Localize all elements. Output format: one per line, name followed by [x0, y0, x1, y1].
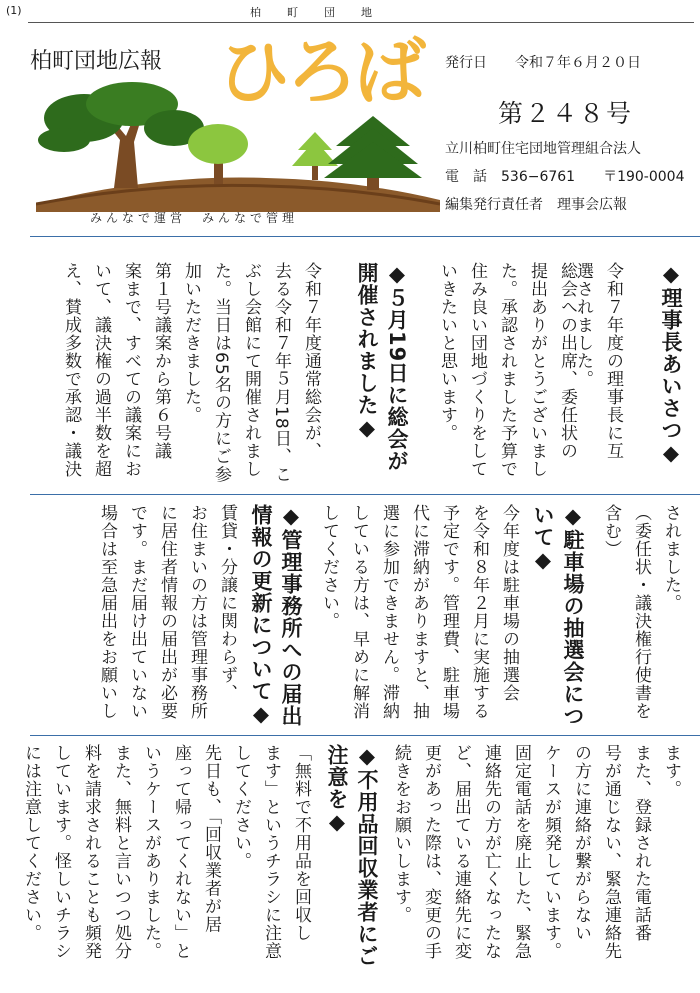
- editor-line: 編集発行責任者 理事会広報: [445, 197, 627, 213]
- chair-greeting-body: 総会への出席、委任状の 提出ありがとうございまし た。承認されました予算で 住み良い団地づくりをして いきたいと思います。: [437, 262, 577, 478]
- issue-number: 第２４８号: [498, 99, 634, 128]
- issue-date: 発行日 令和７年６月２０日: [445, 55, 641, 71]
- section-rule-1: [30, 236, 700, 237]
- contact-line: 電 話 536−6761 〒190-0004: [445, 169, 685, 185]
- parking-lottery-body: 今年度は駐車場の抽選会 を令和８年２月に実施する 予定です。管理費、駐車場 代に滞納がありますと、抽 選に参加できません。滞納 している方は、早めに解消 してください。: [319, 504, 519, 720]
- chair-greeting-intro: 令和７年度の理事長に互 選されました。: [573, 262, 623, 460]
- heading-junk-collectors: ◆不用品回収業者にご 注意を◆: [325, 744, 379, 967]
- general-meeting-body: 令和７年度通常総会が、 去る令和７年５月18日、こ ぶし会館にて開催されまし た。当日は65名の方にご参 加いただきました。 第１号議案から第６号議 案まで、すべての議案にお いて、議決権の過半数を超 え、賛成多数で承認・議決: [61, 262, 321, 484]
- running-title: 柏町団地: [250, 6, 398, 19]
- heading-chair-greeting: ◆理事長あいさつ◆: [659, 262, 683, 466]
- section-rule-2: [30, 494, 700, 495]
- resident-info-body: 賃貸・分譲に関わらず、 お住まいの方は管理事務所 に居住者情報の届出が必要 です。まだ届け出ていない 場合は至急届出をお願いし: [97, 504, 237, 720]
- heading-parking-lottery: ◆駐車場の抽選会につ いて◆: [531, 504, 585, 727]
- brand-name: 柏町団地広報: [30, 49, 163, 74]
- newsletter-logo: ひろば: [218, 30, 423, 114]
- meeting-continued: されました。 （委任状・議決権行使書を 含む）: [601, 504, 681, 720]
- trees-illustration: [36, 82, 440, 212]
- page-number: (1): [6, 4, 22, 17]
- heading-general-meeting: ◆５月19日に総会が 開催されました◆: [355, 262, 409, 473]
- heading-resident-info: ◆管理事務所への届出 情報の更新について◆: [249, 504, 303, 727]
- motto: みんなで運営 みんなで管理: [90, 211, 299, 225]
- publisher: 立川柏町住宅団地管理組合法人: [445, 141, 641, 157]
- header-rule: [28, 22, 694, 23]
- resident-info-continued: ます。 また、登録された電話番 号が通じない、緊急連絡先 の方に連絡が繋がらない ケースが頻発しています。 固定電話を廃止した、緊急 連絡先の方が亡くなったな ど、届出ている連絡先に変 更があった際は、変更の手 続きをお願いします。: [391, 744, 681, 960]
- section-rule-3: [30, 735, 700, 736]
- junk-collectors-body: 「無料で不用品を回収し ます」というチラシに注意 してください。 先日も、「回収業者が居 座って帰ってくれない」と いうケースがありました。 また、無料と言いつつ処分 料を請求されることも頻発 しています。怪しいチラシ には注意してください。: [21, 744, 311, 960]
